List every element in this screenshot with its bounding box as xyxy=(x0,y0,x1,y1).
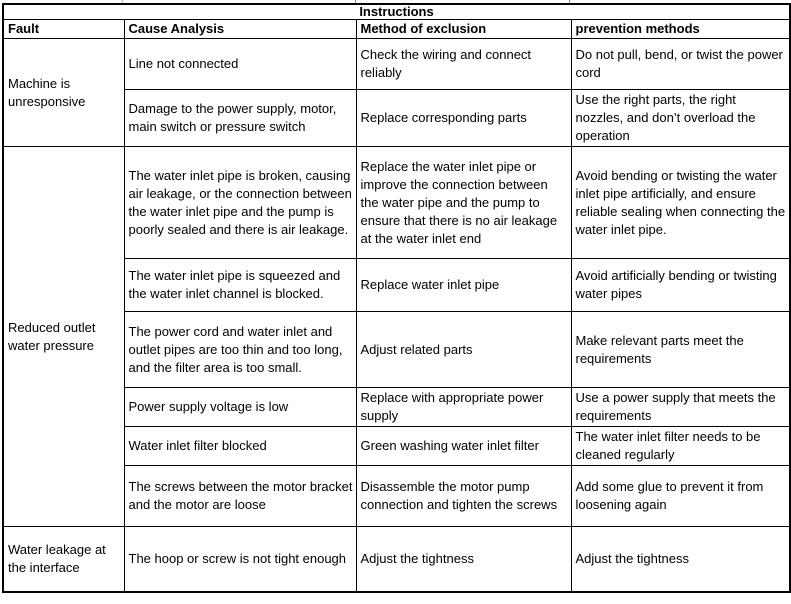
prevention-cell: Do not pull, bend, or twist the power cord xyxy=(571,39,790,90)
prevention-cell: Use a power supply that meets the requirements xyxy=(571,388,790,427)
cause-cell: The water inlet pipe is broken, causing air leakage, or the connection between the water inlet pipe and the pump is poorly sealed and there is air leakage. xyxy=(124,147,356,259)
cause-cell: The power cord and water inlet and outlet pipes are too thin and too long, and the filter area is too small. xyxy=(124,312,356,388)
prevention-cell: Avoid bending or twisting the water inlet pipe artificially, and ensure reliable sealing when connecting the water inlet pipe. xyxy=(571,147,790,259)
method-cell: Green washing water inlet filter xyxy=(356,427,571,466)
cause-cell: Water inlet filter blocked xyxy=(124,427,356,466)
cause-cell: The hoop or screw is not tight enough xyxy=(124,527,356,592)
prevention-cell: The water inlet filter needs to be cleaned regularly xyxy=(571,427,790,466)
method-cell: Adjust related parts xyxy=(356,312,571,388)
fault-cell-reduced-outlet-water-pressure: Reduced outlet water pressure xyxy=(3,147,124,527)
method-cell: Disassemble the motor pump connection and tighten the screws xyxy=(356,466,571,527)
method-cell: Replace with appropriate power supply xyxy=(356,388,571,427)
method-cell: Adjust the tightness xyxy=(356,527,571,592)
prevention-cell: Use the right parts, the right nozzles, and don’t overload the operation xyxy=(571,90,790,147)
prevention-cell: Adjust the tightness xyxy=(571,527,790,592)
fault-cell-machine-unresponsive: Machine is unresponsive xyxy=(3,39,124,147)
table-row xyxy=(3,4,790,20)
cause-cell: Power supply voltage is low xyxy=(124,388,356,427)
table-row xyxy=(3,527,790,592)
table-title: Instructions xyxy=(3,4,790,20)
method-cell: Replace water inlet pipe xyxy=(356,259,571,312)
table-row xyxy=(3,39,790,90)
cause-cell: Damage to the power supply, motor, main switch or pressure switch xyxy=(124,90,356,147)
cause-cell: The screws between the motor bracket and the motor are loose xyxy=(124,466,356,527)
cause-cell: The water inlet pipe is squeezed and the water inlet channel is blocked. xyxy=(124,259,356,312)
fault-cell-water-leakage-at-interface: Water leakage at the interface xyxy=(3,527,124,592)
column-header-cause-analysis: Cause Analysis xyxy=(124,20,356,39)
prevention-cell: Make relevant parts meet the requirements xyxy=(571,312,790,388)
cause-cell: Line not connected xyxy=(124,39,356,90)
table-row xyxy=(3,147,790,259)
prevention-cell: Avoid artificially bending or twisting water pipes xyxy=(571,259,790,312)
method-cell: Replace corresponding parts xyxy=(356,90,571,147)
column-header-method-of-exclusion: Method of exclusion xyxy=(356,20,571,39)
column-header-fault: Fault xyxy=(3,20,124,39)
prevention-cell: Add some glue to prevent it from loosening again xyxy=(571,466,790,527)
method-cell: Replace the water inlet pipe or improve the connection between the water pipe and the pump to ensure that there is no air leakage at the water inlet end xyxy=(356,147,571,259)
method-cell: Check the wiring and connect reliably xyxy=(356,39,571,90)
instructions-table xyxy=(2,3,791,593)
column-header-prevention-methods: prevention methods xyxy=(571,20,790,39)
table-header-row xyxy=(3,20,790,39)
